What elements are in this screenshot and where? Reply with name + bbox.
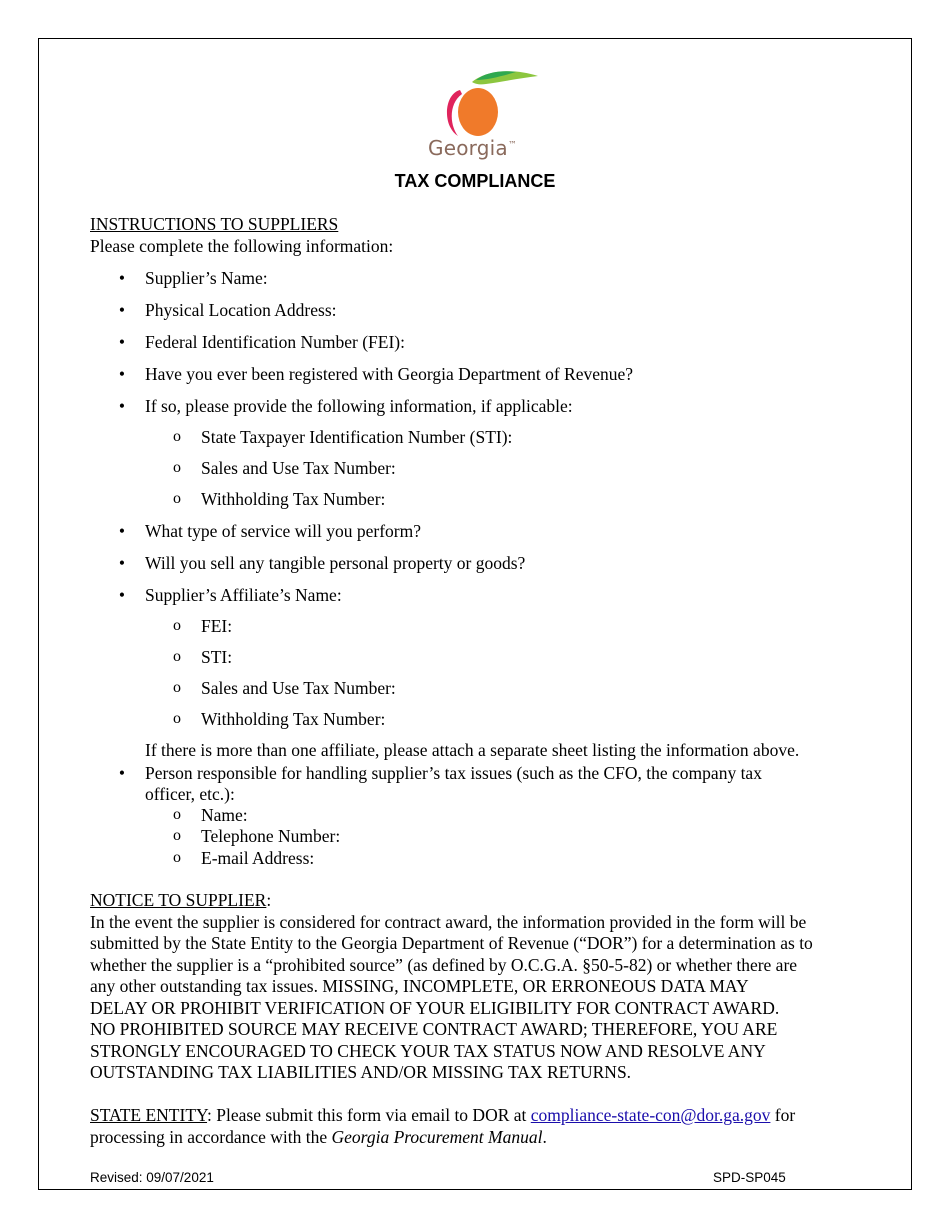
- page-title: TAX COMPLIANCE: [394, 171, 556, 191]
- notice-line: DELAY OR PROHIBIT VERIFICATION OF YOUR ELIGIBILITY FOR CONTRACT AWARD.: [90, 998, 780, 1018]
- sub-list-item: Sales and Use Tax Number:: [201, 678, 396, 698]
- notice-heading-line: NOTICE TO SUPPLIER:: [90, 890, 272, 910]
- affiliate-note: If there is more than one affiliate, please attach a separate sheet listing the information above.: [145, 740, 800, 760]
- list-item-continuation: officer, etc.):: [145, 784, 235, 804]
- list-item: Person responsible for handling supplier’s tax issues (such as the CFO, the company tax: [145, 763, 762, 783]
- sub-list-item: STI:: [201, 647, 233, 667]
- list-item: Federal Identification Number (FEI):: [145, 332, 405, 352]
- list-item: If so, please provide the following information, if applicable:: [145, 396, 573, 416]
- circle-bullet-icon: o: [173, 849, 181, 866]
- list-item: What type of service will you perform?: [145, 521, 422, 541]
- notice-heading: NOTICE TO SUPPLIER: [90, 890, 267, 910]
- sub-list-item: State Taxpayer Identification Number (STI):: [201, 427, 513, 447]
- notice-line: STRONGLY ENCOURAGED TO CHECK YOUR TAX STATUS NOW AND RESOLVE ANY: [90, 1041, 766, 1061]
- notice-line: submitted by the State Entity to the Georgia Department of Revenue (“DOR”) for a determination as to: [90, 933, 813, 953]
- form-id: SPD-SP045: [713, 1170, 786, 1185]
- sub-list-item: E-mail Address:: [201, 848, 315, 868]
- procurement-manual-title: Georgia Procurement Manual: [331, 1127, 543, 1147]
- sub-list-item: Withholding Tax Number:: [201, 709, 386, 729]
- circle-bullet-icon: o: [173, 459, 181, 476]
- notice-line: In the event the supplier is considered for contract award, the information provided in the form will be: [90, 912, 807, 932]
- logo-wordmark: Georgia™: [428, 136, 518, 160]
- circle-bullet-icon: o: [173, 710, 181, 727]
- list-item: Supplier’s Affiliate’s Name:: [145, 585, 342, 605]
- circle-bullet-icon: o: [173, 648, 181, 665]
- sub-list-item: Name:: [201, 805, 248, 825]
- notice-line: NO PROHIBITED SOURCE MAY RECEIVE CONTRACT AWARD; THEREFORE, YOU ARE: [90, 1019, 778, 1039]
- circle-bullet-icon: o: [173, 490, 181, 507]
- list-item: Supplier’s Name:: [145, 268, 268, 288]
- notice-line: whether the supplier is a “prohibited source” (as defined by O.C.G.A. §50-5-82) or whether there are: [90, 955, 798, 975]
- compliance-email-link[interactable]: compliance-state-con@dor.ga.gov: [530, 1105, 771, 1125]
- sub-list-item: Sales and Use Tax Number:: [201, 458, 396, 478]
- bullet-icon: •: [118, 268, 126, 288]
- bullet-icon: •: [118, 763, 126, 783]
- bullet-icon: •: [118, 521, 126, 541]
- sub-list-item: FEI:: [201, 616, 233, 636]
- circle-bullet-icon: o: [173, 806, 181, 823]
- bullet-icon: •: [118, 396, 126, 416]
- state-entity-heading: STATE ENTITY: [90, 1105, 208, 1125]
- bullet-icon: •: [118, 332, 126, 352]
- bullet-icon: •: [118, 300, 126, 320]
- circle-bullet-icon: o: [173, 428, 181, 445]
- sub-list-item: Telephone Number:: [201, 826, 341, 846]
- circle-bullet-icon: o: [173, 679, 181, 696]
- list-item: Will you sell any tangible personal property or goods?: [145, 553, 526, 573]
- sub-list-item: Withholding Tax Number:: [201, 489, 386, 509]
- list-item: Physical Location Address:: [145, 300, 337, 320]
- state-entity-line1: STATE ENTITY: Please submit this form via email to DOR at compliance-state-con@dor.ga.gov for: [90, 1105, 796, 1125]
- peach-icon: [458, 88, 498, 136]
- notice-line: any other outstanding tax issues. MISSING, INCOMPLETE, OR ERRONEOUS DATA MAY: [90, 976, 749, 996]
- instructions-heading: INSTRUCTIONS TO SUPPLIERS: [90, 214, 339, 234]
- instructions-intro: Please complete the following information:: [90, 236, 394, 256]
- state-entity-line2: processing in accordance with the Georgia Procurement Manual.: [90, 1127, 547, 1147]
- revised-date: Revised: 09/07/2021: [90, 1170, 214, 1185]
- circle-bullet-icon: o: [173, 617, 181, 634]
- circle-bullet-icon: o: [173, 827, 181, 844]
- notice-line: OUTSTANDING TAX LIABILITIES AND/OR MISSING TAX RETURNS.: [90, 1062, 632, 1082]
- bullet-icon: •: [118, 364, 126, 384]
- bullet-icon: •: [118, 553, 126, 573]
- bullet-icon: •: [118, 585, 126, 605]
- list-item: Have you ever been registered with Georgia Department of Revenue?: [145, 364, 634, 384]
